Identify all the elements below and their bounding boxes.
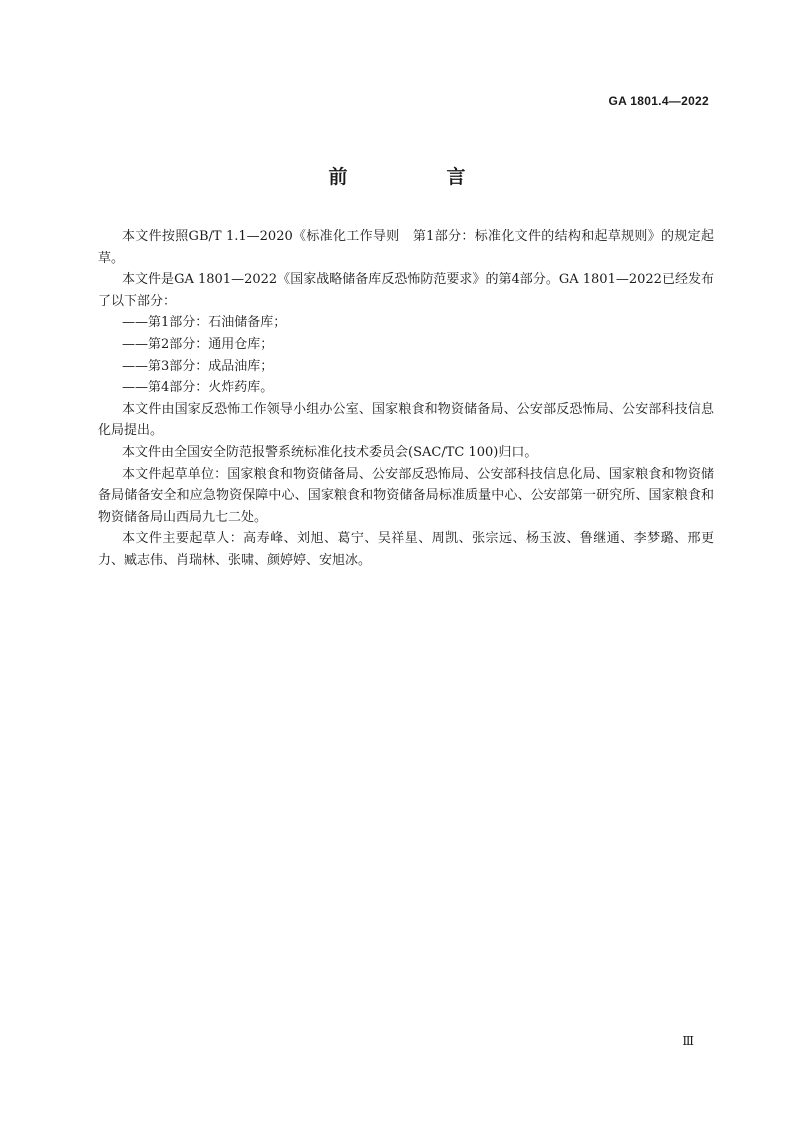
list-item-part-4: ——第4部分：火炸药库。	[122, 380, 274, 396]
paragraph-under-jurisdiction: 本文件由全国安全防范报警系统标准化技术委员会(SAC/TC 100)归口。	[122, 444, 538, 460]
page-title: 前 言	[328, 166, 506, 188]
foreword-body	[98, 226, 714, 572]
document-code: GA 1801.4—2022	[608, 94, 709, 108]
paragraph-drafting-rules: 本文件按照GB/T 1.1—2020《标准化工作导则 第1部分：标准化文件的结构和起草规则》的规定起草。	[98, 229, 714, 266]
list-item-part-3: ——第3部分：成品油库；	[122, 358, 274, 374]
paragraph-proposed-by: 本文件由国家反恐怖工作领导小组办公室、国家粮食和物资储备局、公安部反恐怖局、公安部科技信息化局提出。	[98, 401, 714, 439]
paragraph-drafting-units: 本文件起草单位：国家粮食和物资储备局、公安部反恐怖局、公安部科技信息化局、国家粮食和物资储备局储备安全和应急物资保障中心、国家粮食和物资储备局标准质量中心、公安部第一研究所、国家粮食和物资储备局山西局九七二处。	[98, 466, 714, 525]
page-number: Ⅲ	[682, 1034, 694, 1048]
list-item-part-1: ——第1部分：石油储备库；	[122, 315, 287, 331]
paragraph-part-info: 本文件是GA 1801—2022《国家战略储备库反恐怖防范要求》的第4部分。GA 1801—2022已经发布了以下部分：	[98, 272, 714, 309]
list-item-part-2: ——第2部分：通用仓库；	[122, 336, 274, 352]
paragraph-main-drafters: 本文件主要起草人：高寿峰、刘旭、葛宁、吴祥星、周凯、张宗远、杨玉波、鲁继通、李梦璐、邢更力、臧志伟、肖瑞林、张啸、颜婷婷、安旭冰。	[98, 531, 714, 568]
